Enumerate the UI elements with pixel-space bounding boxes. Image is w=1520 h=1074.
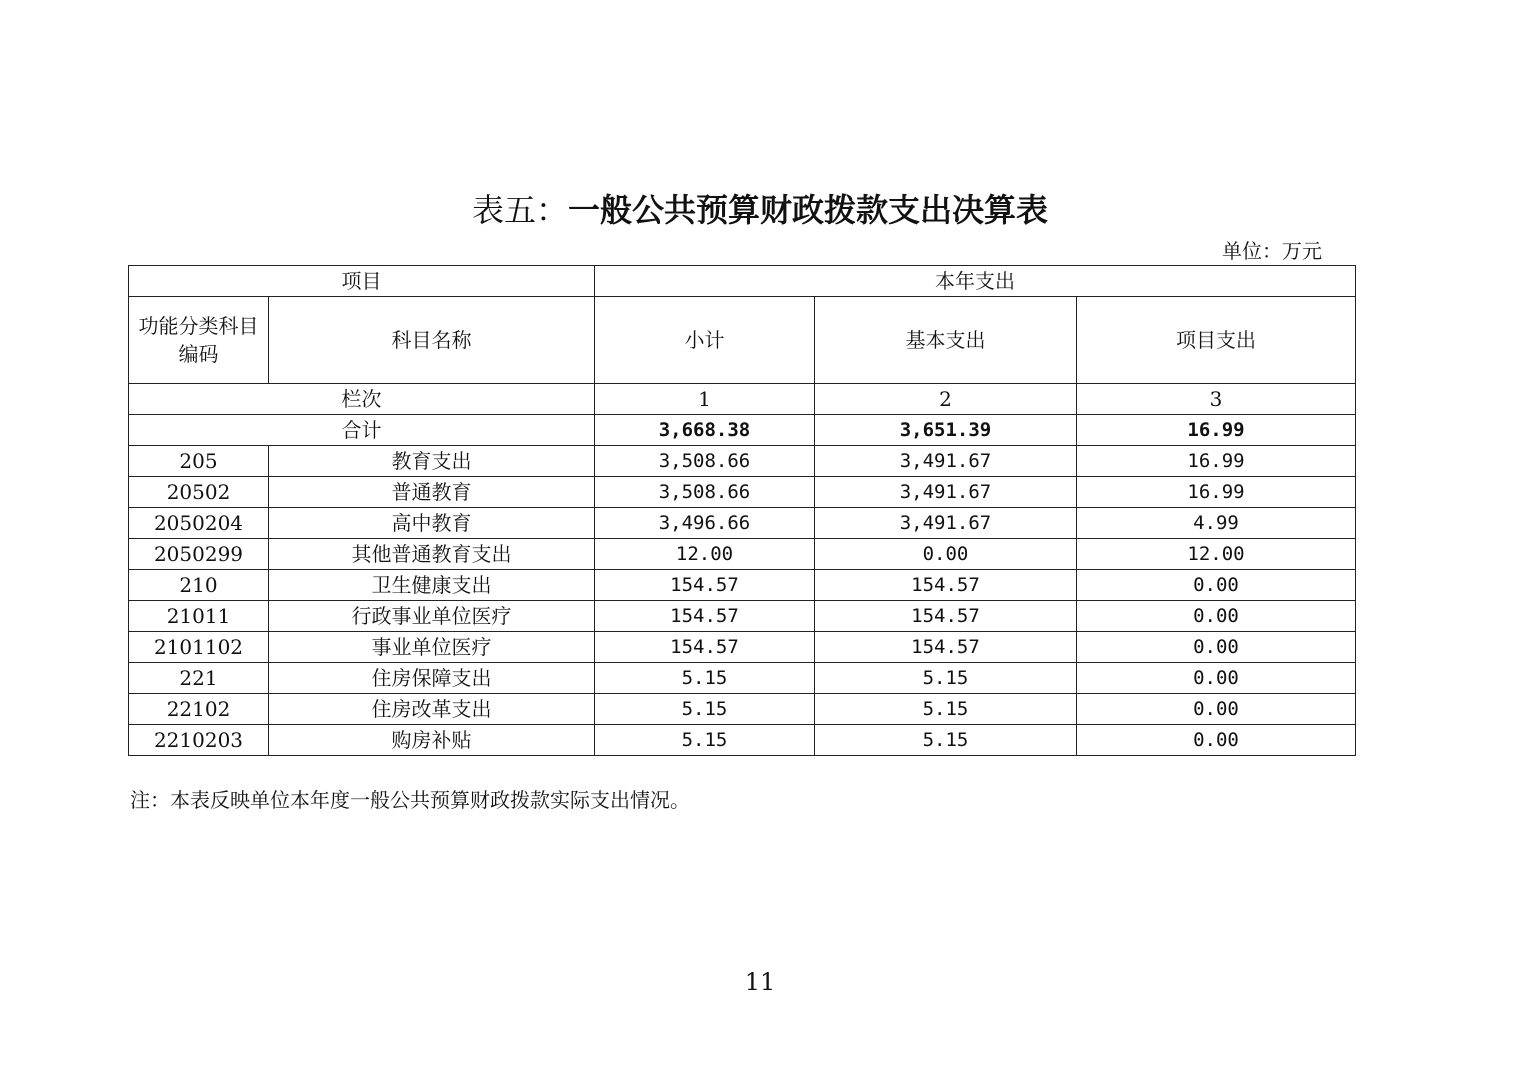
column-index-1: 1	[595, 384, 815, 415]
row-basic: 154.57	[815, 601, 1077, 632]
row-code: 2210203	[129, 725, 269, 756]
row-subtotal: 154.57	[595, 570, 815, 601]
header-subtotal: 小计	[595, 297, 815, 384]
row-project: 0.00	[1077, 694, 1356, 725]
row-project: 4.99	[1077, 508, 1356, 539]
row-subtotal: 3,508.66	[595, 446, 815, 477]
table-row	[129, 694, 1356, 725]
row-name: 住房保障支出	[269, 663, 595, 694]
row-code: 21011	[129, 601, 269, 632]
row-basic: 3,491.67	[815, 477, 1077, 508]
row-basic: 5.15	[815, 694, 1077, 725]
table-row	[129, 663, 1356, 694]
table-row	[129, 632, 1356, 663]
unit-label: 单位：万元	[1222, 239, 1322, 263]
table-row	[129, 477, 1356, 508]
row-project: 16.99	[1077, 477, 1356, 508]
header-current-year-expense: 本年支出	[595, 266, 1356, 297]
table-row	[129, 601, 1356, 632]
column-index-2: 2	[815, 384, 1077, 415]
column-index-label: 栏次	[129, 384, 595, 415]
total-label: 合计	[129, 415, 595, 446]
row-basic: 154.57	[815, 632, 1077, 663]
row-subtotal: 3,496.66	[595, 508, 815, 539]
row-name: 行政事业单位医疗	[269, 601, 595, 632]
row-basic: 3,491.67	[815, 446, 1077, 477]
footnote: 注：本表反映单位本年度一般公共预算财政拨款实际支出情况。	[130, 788, 690, 812]
table-row	[129, 508, 1356, 539]
row-project: 16.99	[1077, 446, 1356, 477]
header-project: 项目	[129, 266, 595, 297]
row-code: 210	[129, 570, 269, 601]
table-row	[129, 446, 1356, 477]
total-row	[129, 415, 1356, 446]
header-name: 科目名称	[269, 297, 595, 384]
row-subtotal: 3,508.66	[595, 477, 815, 508]
row-code: 221	[129, 663, 269, 694]
row-code: 2050204	[129, 508, 269, 539]
header-basic: 基本支出	[815, 297, 1077, 384]
row-name: 住房改革支出	[269, 694, 595, 725]
column-index-row	[129, 384, 1356, 415]
row-name: 卫生健康支出	[269, 570, 595, 601]
row-name: 教育支出	[269, 446, 595, 477]
title-main: 一般公共预算财政拨款支出决算表	[568, 191, 1049, 229]
row-code: 2101102	[129, 632, 269, 663]
row-name: 其他普通教育支出	[269, 539, 595, 570]
row-project: 0.00	[1077, 632, 1356, 663]
row-project: 0.00	[1077, 601, 1356, 632]
row-code: 2050299	[129, 539, 269, 570]
row-name: 购房补贴	[269, 725, 595, 756]
header-project-expense: 项目支出	[1077, 297, 1356, 384]
page-title	[0, 188, 1520, 232]
budget-expense-table	[128, 265, 1356, 756]
table-row	[129, 570, 1356, 601]
row-code: 22102	[129, 694, 269, 725]
table-row	[129, 725, 1356, 756]
row-subtotal: 5.15	[595, 725, 815, 756]
row-basic: 5.15	[815, 663, 1077, 694]
row-subtotal: 12.00	[595, 539, 815, 570]
row-name: 事业单位医疗	[269, 632, 595, 663]
row-subtotal: 5.15	[595, 663, 815, 694]
row-subtotal: 154.57	[595, 601, 815, 632]
row-name: 普通教育	[269, 477, 595, 508]
table-row	[129, 539, 1356, 570]
row-project: 0.00	[1077, 725, 1356, 756]
row-basic: 0.00	[815, 539, 1077, 570]
total-basic: 3,651.39	[815, 415, 1077, 446]
header-code: 功能分类科目编码	[129, 297, 269, 384]
row-project: 12.00	[1077, 539, 1356, 570]
total-project: 16.99	[1077, 415, 1356, 446]
table-body	[129, 266, 1356, 756]
row-basic: 5.15	[815, 725, 1077, 756]
row-project: 0.00	[1077, 663, 1356, 694]
total-subtotal: 3,668.38	[595, 415, 815, 446]
header-row-1	[129, 266, 1356, 297]
row-name: 高中教育	[269, 508, 595, 539]
row-project: 0.00	[1077, 570, 1356, 601]
page-number: 11	[744, 968, 776, 996]
column-index-3: 3	[1077, 384, 1356, 415]
header-row-2	[129, 297, 1356, 384]
row-code: 20502	[129, 477, 269, 508]
row-code: 205	[129, 446, 269, 477]
title-prefix: 表五：	[471, 191, 568, 229]
row-subtotal: 5.15	[595, 694, 815, 725]
row-basic: 154.57	[815, 570, 1077, 601]
row-basic: 3,491.67	[815, 508, 1077, 539]
row-subtotal: 154.57	[595, 632, 815, 663]
